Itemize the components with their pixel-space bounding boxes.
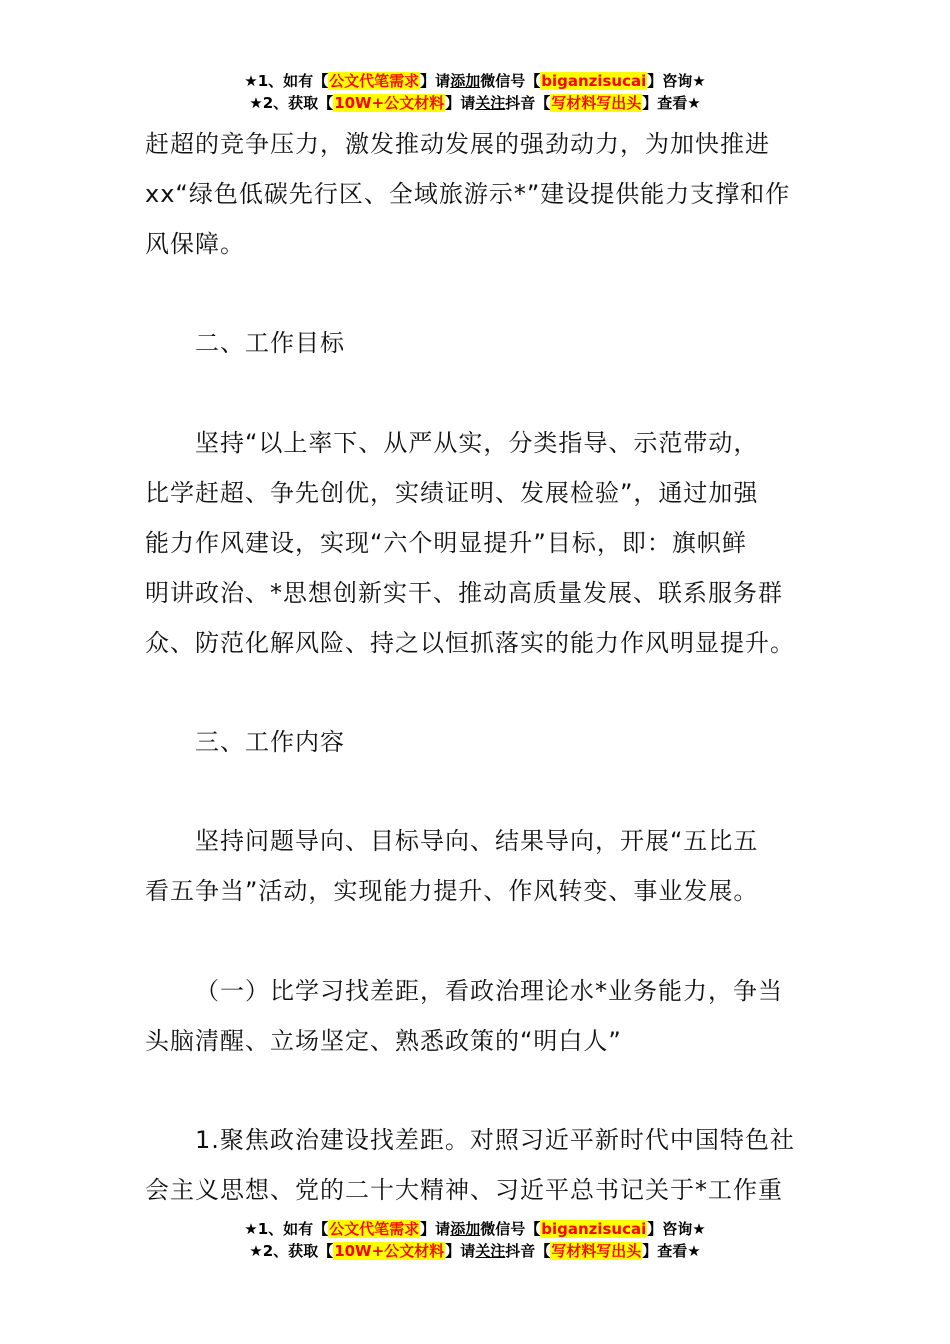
text-line: 会主义思想、党的二十大精神、习近平总书记关于*工作重 bbox=[145, 1176, 783, 1204]
text-line: 坚持“以上率下、从严从实，分类指导、示范带动， bbox=[195, 429, 759, 457]
text-line: 1.聚焦政治建设找差距。对照习近平新时代中国特色社 bbox=[195, 1126, 795, 1154]
banner-highlight: 10W+公文材料 bbox=[334, 94, 445, 112]
text-line: 坚持问题导向、目标导向、结果导向，开展“五比五 bbox=[195, 827, 759, 855]
paragraph-2 bbox=[145, 418, 810, 668]
section-heading-2 bbox=[145, 318, 810, 368]
banner-text: 】请 bbox=[445, 1242, 476, 1260]
banner-underline: 关注 bbox=[475, 1242, 506, 1260]
banner-text: 】咨询★ bbox=[647, 72, 706, 90]
section-heading-3 bbox=[145, 717, 810, 767]
paragraph-5 bbox=[145, 1115, 810, 1215]
text-line: 看五争当”活动，实现能力提升、作风转变、事业发展。 bbox=[145, 877, 759, 905]
banner-text: 】咨询★ bbox=[647, 1220, 706, 1238]
banner-text: 】请 bbox=[445, 94, 476, 112]
banner-text: ★1、如有【 bbox=[244, 72, 329, 90]
banner-underline: 添加 bbox=[450, 72, 481, 90]
banner-text: 】请 bbox=[420, 72, 451, 90]
text-line: xx“绿色低碳先行区、全域旅游示*”建设提供能力支撑和作 bbox=[145, 180, 791, 208]
paragraph-1 bbox=[145, 119, 810, 269]
text-line: 能力作风建设，实现“六个明显提升”目标，即：旗帜鲜 bbox=[145, 529, 747, 557]
banner-line-2 bbox=[0, 92, 950, 114]
text-line: （一）比学习找差距，看政治理论水*业务能力，争当 bbox=[195, 977, 783, 1005]
banner-text: ★1、如有【 bbox=[244, 1220, 329, 1238]
banner-text: 抖音【 bbox=[505, 1242, 551, 1260]
banner-text: 】查看★ bbox=[642, 1242, 701, 1260]
heading-text: 三、工作内容 bbox=[195, 728, 345, 756]
banner-text: 微信号【 bbox=[480, 72, 541, 90]
banner-text: 】查看★ bbox=[642, 94, 701, 112]
bottom-banner bbox=[0, 1218, 950, 1262]
banner-highlight: biganzisucai bbox=[541, 72, 647, 90]
banner-line-1 bbox=[0, 70, 950, 92]
text-line: 赶超的竞争压力，激发推动发展的强劲动力，为加快推进 bbox=[145, 130, 770, 158]
banner-text: 】请 bbox=[420, 1220, 451, 1238]
heading-text: 二、工作目标 bbox=[195, 329, 345, 357]
banner-text: 抖音【 bbox=[505, 94, 551, 112]
banner-underline: 关注 bbox=[475, 94, 506, 112]
banner-highlight: 公文代笔需求 bbox=[329, 1220, 420, 1238]
top-banner bbox=[0, 70, 950, 114]
banner-highlight: 写材料写出头 bbox=[551, 1242, 642, 1260]
banner-text: ★2、获取【 bbox=[249, 94, 334, 112]
text-line: 众、防范化解风险、持之以恒抓落实的能力作风明显提升。 bbox=[145, 629, 795, 657]
paragraph-4 bbox=[145, 966, 810, 1066]
text-line: 明讲政治、*思想创新实干、推动高质量发展、联系服务群 bbox=[145, 579, 783, 607]
banner-highlight: 公文代笔需求 bbox=[329, 72, 420, 90]
text-line: 风保障。 bbox=[145, 230, 245, 258]
banner-line-2 bbox=[0, 1240, 950, 1262]
banner-highlight: 写材料写出头 bbox=[551, 94, 642, 112]
text-line: 头脑清醒、立场坚定、熟悉政策的“明白人” bbox=[145, 1027, 622, 1055]
banner-highlight: biganzisucai bbox=[541, 1220, 647, 1238]
banner-line-1 bbox=[0, 1218, 950, 1240]
text-line: 比学赶超、争先创优，实绩证明、发展检验”，通过加强 bbox=[145, 479, 759, 507]
banner-underline: 添加 bbox=[450, 1220, 481, 1238]
banner-highlight: 10W+公文材料 bbox=[334, 1242, 445, 1260]
paragraph-3 bbox=[145, 816, 810, 916]
banner-text: 微信号【 bbox=[480, 1220, 541, 1238]
banner-text: ★2、获取【 bbox=[249, 1242, 334, 1260]
